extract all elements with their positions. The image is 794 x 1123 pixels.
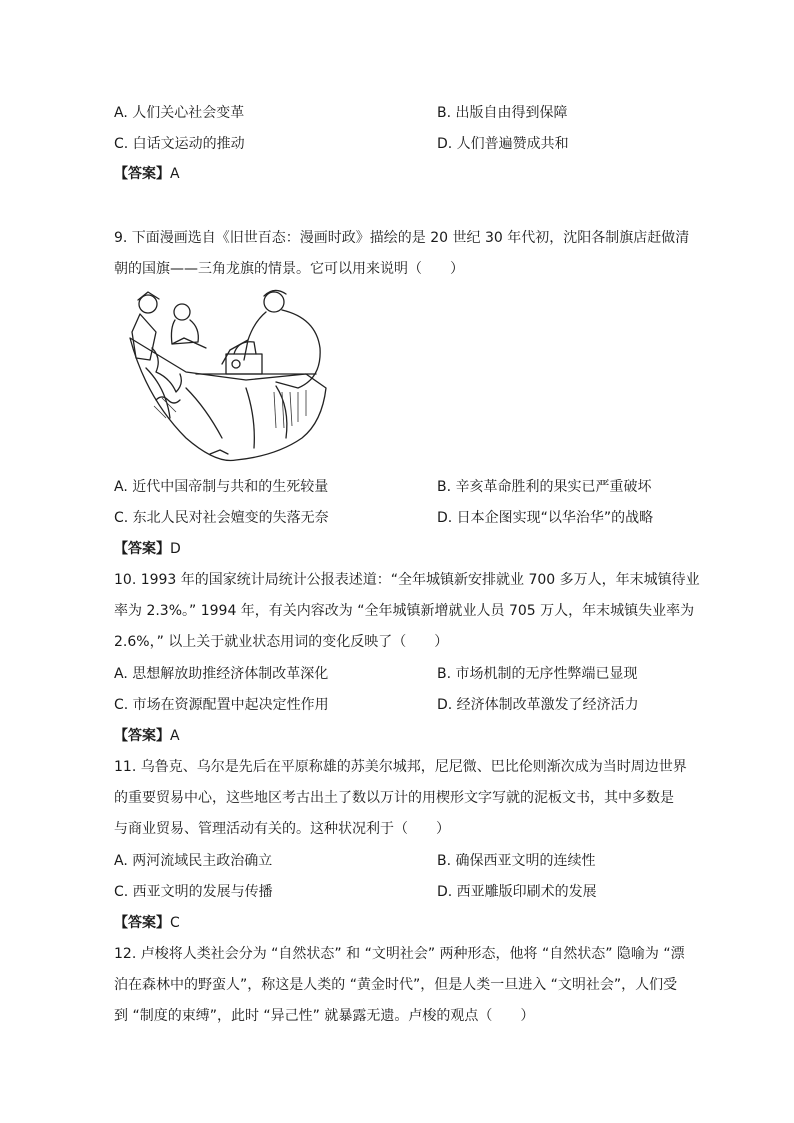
q10-answer <box>114 726 180 746</box>
q8-option-a: A. 人们关心社会变革 <box>114 105 245 121</box>
q11-option-d: D. 西亚雕版印刷术的发展 <box>437 884 597 900</box>
q10-option-d: D. 经济体制改革激发了经济活力 <box>437 697 639 713</box>
q8-option-d: D. 人们普遍赞成共和 <box>437 136 569 152</box>
q12-stem-line-2: 泊在森林中的野蛮人”，称这是人类的 “黄金时代”，但是人类一旦进入 “文明社会”，人们受 <box>114 977 678 993</box>
answer-label: 【答案】 <box>114 541 170 557</box>
answer-value: A <box>170 166 180 182</box>
q11-option-b: B. 确保西亚文明的连续性 <box>437 853 596 869</box>
q10-option-c: C. 市场在资源配置中起决定性作用 <box>114 697 329 713</box>
answer-label: 【答案】 <box>114 728 170 744</box>
q9-stem-line-2: 朝的国旗——三角龙旗的情景。它可以用来说明（ ） <box>114 261 464 277</box>
q9-option-a: A. 近代中国帝制与共和的生死较量 <box>114 479 329 495</box>
answer-label: 【答案】 <box>114 915 170 931</box>
q10-stem-line-3: 2.6%，” 以上关于就业状态用词的变化反映了（ ） <box>114 634 449 650</box>
q12-stem-line-3: 到 “制度的束缚”，此时 “异己性” 就暴露无遗。卢梭的观点（ ） <box>114 1008 535 1024</box>
q11-option-c: C. 西亚文明的发展与传播 <box>114 884 273 900</box>
q11-stem-line-2: 的重要贸易中心，这些地区考古出土了数以万计的用楔形文字写就的泥板文书，其中多数是 <box>114 790 674 806</box>
answer-value: D <box>170 541 181 557</box>
q10-stem-line-2: 率为 2.3%。” 1994 年，有关内容改为 “全年城镇新增就业人员 705 万人，年末城镇失业率为 <box>114 603 695 619</box>
q9-answer <box>114 539 181 559</box>
q11-stem-line-3: 与商业贸易、管理活动有关的。这种状况利于（ ） <box>114 821 450 837</box>
answer-label: 【答案】 <box>114 166 170 182</box>
q11-answer <box>114 913 180 933</box>
q9-option-b: B. 辛亥革命胜利的果实已严重破坏 <box>437 479 652 495</box>
q10-stem-line-1: 10. 1993 年的国家统计局统计公报表述道：“全年城镇新安排就业 700 多万人，年末城镇待业 <box>114 572 700 588</box>
q8-option-c: C. 白话文运动的推动 <box>114 136 245 152</box>
q11-option-a: A. 两河流域民主政治确立 <box>114 853 273 869</box>
q11-stem-line-1: 11. 乌鲁克、乌尔是先后在平原称雄的苏美尔城邦，尼尼微、巴比伦则渐次成为当时周边世界 <box>114 759 687 775</box>
answer-value: C <box>170 915 180 931</box>
q8-option-b: B. 出版自由得到保障 <box>437 105 568 121</box>
q9-option-c: C. 东北人民对社会嬗变的失落无奈 <box>114 510 329 526</box>
q8-answer <box>114 164 180 184</box>
q10-option-b: B. 市场机制的无序性弊端已显现 <box>437 666 638 682</box>
q10-option-a: A. 思想解放助推经济体制改革深化 <box>114 666 329 682</box>
q12-stem-line-1: 12. 卢梭将人类社会分为 “自然状态” 和 “文明社会” 两种形态，他将 “自然状态” 隐喻为 “漂 <box>114 946 685 962</box>
q9-stem-line-1: 9. 下面漫画选自《旧世百态：漫画时政》描绘的是 20 世纪 30 年代初，沈阳各制旗店赶做清 <box>114 230 690 246</box>
answer-value: A <box>170 728 180 744</box>
flag-shop-cartoon-image <box>126 288 330 470</box>
q9-option-d: D. 日本企图实现“以华治华”的战略 <box>437 510 654 526</box>
